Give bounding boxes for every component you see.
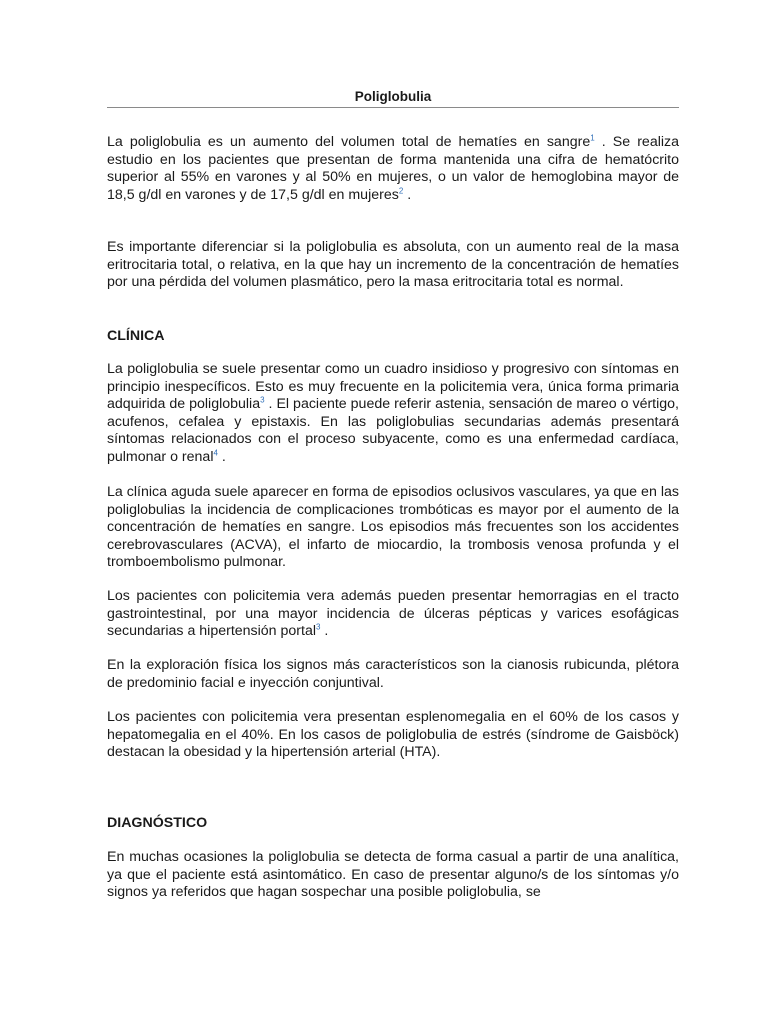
intro-p1-text-b: . Se realiza estudio en los pacientes que presentan de forma mantenida una cifra de hematócrito superior al 55% en varones y al 50% en mujeres, o un valor de hemoglobina mayor de 18,5 g/dl en varones y de 17,5 g/dl en mujeres	[107, 134, 679, 203]
intro-p1-text-a: La poliglobulia es un aumento del volumen total de hematíes en sangre	[107, 134, 591, 150]
clinica-paragraph-2: La clínica aguda suele aparecer en forma de episodios oclusivos vasculares, ya que en las poliglobulias la incidencia de complicaciones trombóticas es mayor por el aumento de la concentración de hematíes en sangre. Los episodios más frecuentes son los accidentes cerebrovasculares (ACVA), el infarto de miocardio, la trombosis venosa profunda y el tromboembolismo pulmonar.	[107, 484, 679, 571]
title-divider	[107, 107, 679, 108]
diagnostico-paragraph-1: En muchas ocasiones la poliglobulia se detecta de forma casual a partir de una analítica, ya que el paciente está asintomático. En caso de presentar alguno/s de los síntomas y/o signos ya referidos que hagan sospechar una posible poliglobulia, se	[107, 849, 679, 901]
clinica-paragraph-4: En la exploración física los signos más característicos son la cianosis rubicunda, plétora de predominio facial e inyección conjuntival.	[107, 657, 679, 691]
clinica-paragraph-1	[107, 361, 679, 467]
intro-paragraph-2: Es importante diferenciar si la poliglobulia es absoluta, con un aumento real de la masa eritrocitaria total, o relativa, en la que hay un incremento de la concentración de hematíes por una pérdida del volumen plasmático, pero la masa eritrocitaria total es normal.	[107, 239, 679, 291]
clinica-p3-text-b: .	[320, 623, 329, 640]
clinica-paragraph-5: Los pacientes con policitemia vera presentan esplenomegalia en el 60% de los casos y hepatomegalia en el 40%. En los casos de poliglobulia de estrés (síndrome de Gaisböck) destacan la obesidad y la hipertensión arterial (HTA).	[107, 709, 679, 761]
clinica-p1-text-a: La poliglobulia se suele presentar como un cuadro insidioso y progresivo con síntomas en principio inespecíficos. Esto es muy frecuente en la policitemia vera, única forma primaria adquirida de poliglobulia	[107, 361, 679, 413]
reference-link[interactable]: 4	[213, 448, 218, 458]
reference-link[interactable]: 3	[316, 622, 321, 632]
intro-p1-text-c: .	[403, 186, 412, 203]
section-heading-clinica: CLÍNICA	[107, 328, 165, 344]
document-title: Poliglobulia	[354, 89, 432, 104]
clinica-p1-text-b: . El paciente puede referir astenia, sensación de mareo o vértigo, acufenos, cefalea y epistaxis. En las poliglobulias secundarias además presentará síntomas relacionados con el proceso subyacente, como es una enfermedad cardíaca, pulmonar o renal	[107, 396, 680, 465]
intro-paragraph-1	[107, 134, 679, 204]
reference-link[interactable]: 3	[260, 395, 265, 405]
reference-link[interactable]: 2	[398, 186, 404, 196]
clinica-p3-text-a: Los pacientes con policitemia vera además pueden presentar hemorragias en el tracto gastrointestinal, por una mayor incidencia de úlceras pépticas y varices esofágicas secundarias a hipertensión portal	[107, 588, 679, 640]
clinica-p1-text-c: .	[217, 448, 226, 465]
clinica-paragraph-3	[107, 588, 679, 641]
section-heading-diagnostico: DIAGNÓSTICO	[107, 815, 208, 831]
reference-link[interactable]: 1	[590, 133, 595, 143]
